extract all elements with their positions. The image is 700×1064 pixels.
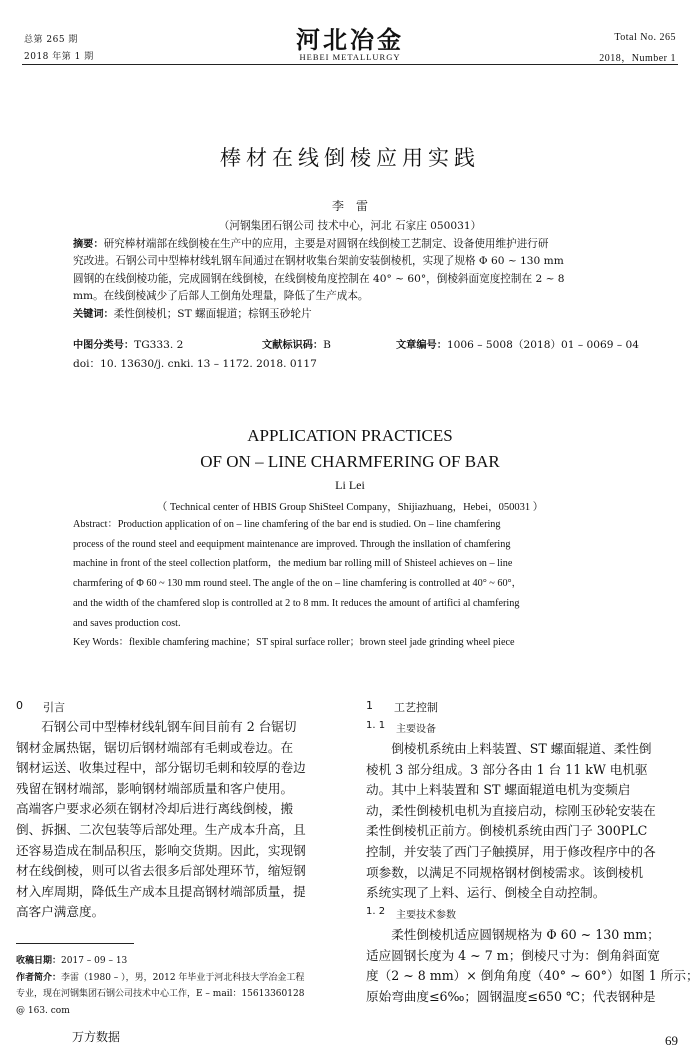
header-issue-cn: 总第 265 期 <box>24 35 78 45</box>
abstract-en-line: and saves production cost. <box>73 617 181 629</box>
abstract-en-line: and the width of the chamfered slop is controlled at 2 to 8 mm. It reduces the amount of artifici al chamfering <box>73 597 520 609</box>
intro-paragraph <box>16 717 338 923</box>
intro-line: 钢材金属热锯，锯切后钢材端部有毛刺或卷边。在 <box>16 739 294 755</box>
author-en: Li Lei <box>335 478 365 492</box>
equipment-line: 动。其中上料装置和 ST 螺面辊道电机为变频启 <box>366 782 631 798</box>
section-0-title: 引言 <box>43 701 65 714</box>
page-number: 69 <box>665 1033 678 1048</box>
abstract-cn-line: 研究棒材端部在线倒棱在生产中的应用，主要是对圆钢在线倒棱工艺制定、设备使用维护进行研 <box>103 238 549 250</box>
parameters-line: 柔性倒棱机适应圆钢规格为 Φ 60 ~ 130 mm； <box>366 927 660 942</box>
footnote-rule <box>16 943 134 944</box>
header-year-cn: 2018 年第 1 期 <box>24 52 94 62</box>
intro-line: 还容易造成在制品积压，影响交货期。因此，实现钢 <box>16 842 306 858</box>
intro-line: 石钢公司中型棒材线轧钢车间目前有 2 台锯切 <box>16 719 297 734</box>
abstract-en <box>73 515 633 653</box>
affiliation-cn: （河钢集团石钢公司 技术中心，河北 石家庄 050031） <box>218 220 482 232</box>
abstract-cn <box>73 236 633 323</box>
subsection-1-2-num: 1. 2 <box>366 906 386 917</box>
doc-code-value: B <box>323 339 331 351</box>
intro-line: 材入库周期，降低生产成本且提高钢材端部质量，提 <box>16 883 306 899</box>
equipment-paragraph <box>366 739 686 904</box>
intro-line: 倒、拆捆、二次包装等后部处理。生产成本升高，且 <box>16 821 306 837</box>
equipment-line: 倒棱机系统由上料装置、ST 螺面辊道、柔性倒 <box>366 741 652 756</box>
abstract-en-line: process of the round steel and eequipment maintenance are improved. Through the insllation of chamfering <box>73 538 511 550</box>
watermark: 万方数据 <box>72 1030 121 1044</box>
subsection-1-2-title: 主要技术参数 <box>396 910 456 921</box>
classification <box>73 337 183 354</box>
abstract-cn-line: 圆钢的在线倒棱功能，完成圆钢在线倒棱，在线倒棱角度控制在 40° ~ 60°，倒棱斜面宽度控制在 2 ~ 8 <box>73 272 565 285</box>
equipment-line: 系统实现了上料、运行、倒棱全自动控制。 <box>366 885 606 901</box>
title-en-line2: OF ON – LINE CHARMFERING OF BAR <box>200 452 500 471</box>
footnote <box>16 953 341 1019</box>
intro-line: 钢材运送、收集过程中，部分锯切毛刺和较厚的卷边 <box>16 760 306 776</box>
parameters-line: 原始弯曲度≤6‰；圆钢温度≤650 ℃；代表钢种是 <box>366 988 656 1004</box>
article-no-label: 文章编号： <box>396 340 447 351</box>
doc-code-label: 文献标识码： <box>262 340 324 351</box>
header-issue-en: Total No. 265 <box>614 32 676 43</box>
intro-line: 材在线倒棱，则可以省去很多后部处理环节，缩短钢 <box>16 863 306 879</box>
abstract-cn-line: 究改进。石钢公司中型棒材线轧钢车间通过在钢材收集台架前安装倒棱机，实现了规格 Φ 60 ~ 130 mm <box>73 255 564 268</box>
doi: doi：10. 13630/j. cnki. 13 – 1172. 2018. 0117 <box>73 358 317 370</box>
subsection-1-1-num: 1. 1 <box>366 720 386 731</box>
received-date: 2017 – 09 – 13 <box>61 956 128 966</box>
abstract-en-line: machine in front of the steel collection platform，the medium bar rolling mill of Shisteel achieves on – line <box>73 558 513 570</box>
equipment-line: 柔性倒棱机正前方。倒棱机系统由西门子 300PLC <box>366 823 648 839</box>
parameters-line: 度（2 ~ 8 mm）× 倒角角度（40° ~ 60°）如图 1 所示； <box>366 968 699 984</box>
author-bio-line: 专业，现在河钢集团石钢公司技术中心工作，E – mail：15613360128 <box>16 989 305 999</box>
classification-value: TG333. 2 <box>134 339 184 351</box>
doc-code <box>262 337 331 354</box>
intro-line: 高端客户要求必须在钢材冷却后进行离线倒棱，搬 <box>16 801 294 817</box>
author-cn: 李 雷 <box>331 199 368 213</box>
title-cn: 棒材在线倒棱应用实践 <box>220 146 480 170</box>
parameters-paragraph <box>366 925 699 1007</box>
keywords-cn-label: 关键词： <box>73 308 114 320</box>
article-no-value: 1006 – 5008（2018）01 – 0069 – 04 <box>446 339 640 351</box>
keywords-cn: 柔性倒棱机；ST 螺面辊道；棕钢玉砂轮片 <box>113 307 312 320</box>
title-en-line1: APPLICATION PRACTICES <box>247 426 453 445</box>
journal-name-en: HEBEI METALLURGY <box>299 52 401 62</box>
keywords-en: Key Words：flexible chamfering machine；ST spiral surface roller；brown steel jade grinding wheel piece <box>73 637 515 649</box>
equipment-line: 控制，并安装了西门子触摸屏，用于修改程序中的各 <box>366 843 656 859</box>
author-bio-line: 李雷（1980 – ），男，2012 年毕业于河北科技大学冶金工程 <box>61 972 305 983</box>
intro-line: 高客户满意度。 <box>16 904 105 920</box>
section-1-num: 1 <box>366 699 373 712</box>
article-no <box>396 337 639 354</box>
affiliation-en: （ Technical center of HBIS Group ShiSteel Company，Shijiazhuang，Hebei，050031 ） <box>156 502 544 513</box>
header-year-en: 2018，Number 1 <box>599 53 676 64</box>
equipment-line: 动，柔性倒棱机电机为直接启动，棕刚玉砂轮安装在 <box>366 802 656 818</box>
header-rule <box>22 64 678 65</box>
section-0-num: 0 <box>16 699 23 712</box>
equipment-line: 项参数，以满足不同规格钢材倒棱需求。该倒棱机 <box>366 864 644 880</box>
abstract-en-line: Abstract：Production application of on – line chamfering of the bar end is studied. On – line chamfering <box>73 519 501 530</box>
journal-logo: 河北冶金 <box>296 25 404 54</box>
section-1-title: 工艺控制 <box>394 701 438 714</box>
intro-line: 残留在钢材端部，影响钢材端部质量和客户使用。 <box>16 780 294 796</box>
parameters-line: 适应圆钢长度为 4 ~ 7 m；倒棱尺寸为：倒角斜面宽 <box>366 947 660 963</box>
abstract-cn-line: mm。在线倒棱减少了后部人工倒角处理量，降低了生产成本。 <box>73 290 369 303</box>
author-bio-label: 作者简介： <box>16 972 62 983</box>
received-label: 收稿日期： <box>16 956 62 966</box>
subsection-1-1-title: 主要设备 <box>396 724 436 735</box>
classification-label: 中图分类号： <box>73 340 135 351</box>
abstract-cn-label: 摘要： <box>73 239 104 250</box>
author-bio-line: @ 163. com <box>16 1005 70 1016</box>
equipment-line: 棱机 3 部分组成。3 部分各由 1 台 11 kW 电机驱 <box>366 761 648 777</box>
abstract-en-line: charmfering of Φ 60 ~ 130 mm round steel. The angle of the on – line chamfering is controlled at 40° ~ 60°， <box>73 578 522 590</box>
